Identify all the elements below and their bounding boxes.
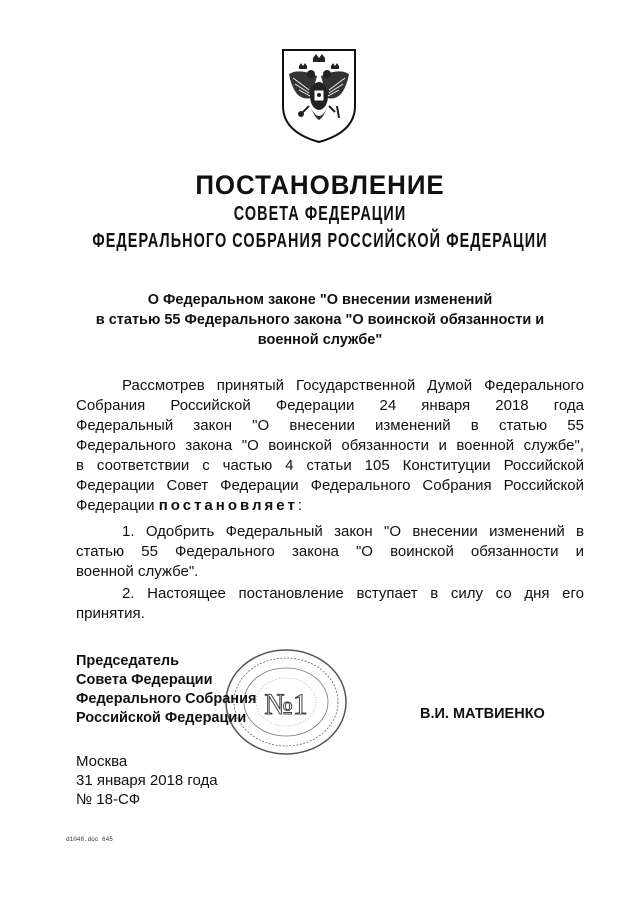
paragraph-line: военной службе". (76, 563, 199, 580)
paragraph-line: Федеральный закон "О внесении изменений в статью 55 (76, 417, 584, 434)
paragraph-line: Федерации Совет Федерации Федерального Собрания Российской (76, 477, 584, 494)
item-1 (76, 522, 584, 582)
position-line: Председатель (76, 653, 180, 669)
item-2 (76, 584, 584, 624)
paragraph-line: статью 55 Федерального закона "О воинской обязанности и (76, 543, 584, 560)
paragraph-line: Федерального закона "О воинской обязанности и военной службе", (76, 437, 584, 454)
paragraph-line: 2. Настоящее постановление вступает в силу со дня его (122, 585, 584, 602)
paragraph-line: Рассмотрев принятый Государственной Думой Федерального (122, 377, 584, 394)
position-line: Российской Федерации (76, 710, 247, 726)
stamp-number: №1 (264, 688, 308, 721)
heading-line: О Федеральном законе "О внесении изменений (147, 292, 493, 308)
paragraph-line: в соответствии с частью 4 статьи 105 Конституции Российской (76, 457, 584, 474)
paragraph-line: Собрания Российской Федерации 24 января 2018 года (76, 397, 584, 414)
heading-line: в статью 55 Федерального закона "О воинской обязанности и (95, 312, 545, 328)
coat-of-arms-icon (279, 46, 359, 144)
resolves-keyword: постановляет (158, 497, 298, 514)
document-number: № 18-СФ (76, 791, 141, 808)
heading-line: военной службе" (257, 332, 383, 348)
signatory-name: В.И. МАТВИЕНКО (420, 706, 545, 722)
document-title: ПОСТАНОВЛЕНИЕ (195, 170, 445, 200)
date: 31 января 2018 года (76, 772, 218, 789)
signatory-position (76, 652, 256, 728)
paragraph-text: Федерации (76, 497, 155, 514)
place-date-block (76, 752, 218, 809)
paragraph-line-final (76, 496, 584, 516)
preamble-paragraph (76, 376, 584, 516)
city: Москва (76, 753, 128, 770)
file-reference: d1048.doc 645 (66, 836, 113, 843)
colon: : (297, 497, 302, 514)
position-line: Федерального Собрания (76, 691, 257, 707)
position-line: Совета Федерации (76, 672, 213, 688)
document-subtitle-line1: СОВЕТА ФЕДЕРАЦИИ (233, 203, 407, 225)
resolution-heading (80, 290, 560, 350)
paragraph-line: принятия. (76, 605, 145, 622)
document-subtitle-line2: ФЕДЕРАЛЬНОГО СОБРАНИЯ РОССИЙСКОЙ ФЕДЕРАЦИИ (92, 230, 548, 252)
paragraph-line: 1. Одобрить Федеральный закон "О внесении изменений в (122, 523, 584, 540)
